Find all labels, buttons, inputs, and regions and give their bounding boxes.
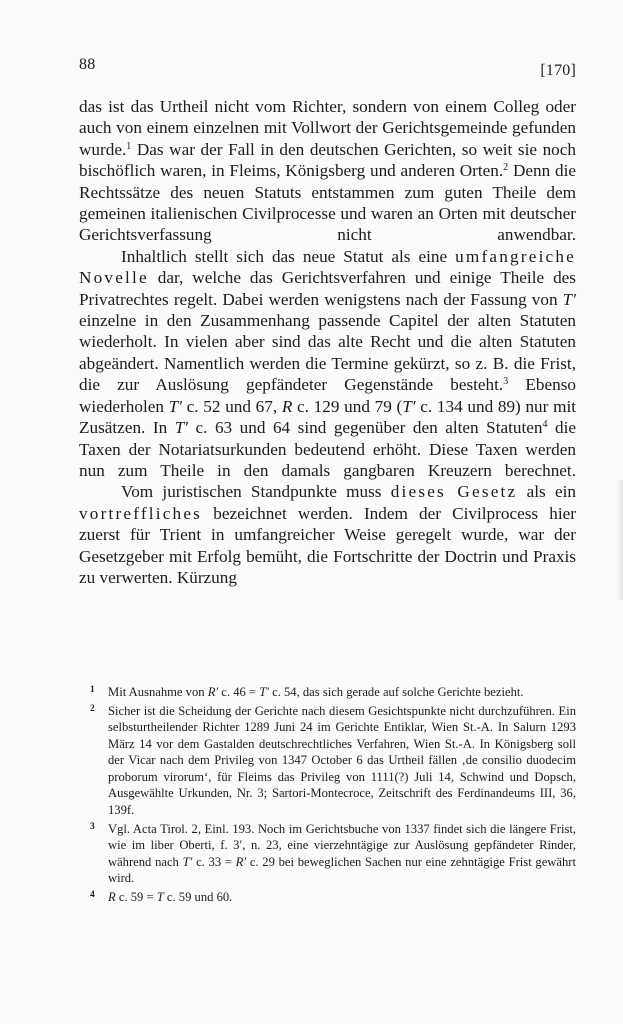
paragraph-2: Inhaltlich stellt sich das neue Statut als eine umfangreiche Novelle dar, welche das Gerichtsverfahren und einige Theile des Privatrechtes regelt. Dabei werden wenigstens nach der Fassung von T′ einzelne in den Zusammenhang passende Capitel der alten Statuten wiederholt. In vielen aber sind das alte Recht und die alten Statuten abgeändert. Namentlich werden die Termine gekürzt, so z. B. die Frist, die zur Auslösung gepfändeter Gegenstände besteht.$^3$ Ebenso wiederholen T′ c. 52 und 67, R c. 129 und 79 (T′ c. 134 und 89) nur mit Zusätzen. In T′ c. 63 und 64 sind gegenüber den alten Statuten$^4$ die Taxen der Notariatsurkunden bedeutend erhöht. Diese Taxen werden nun zum Theile in den damals gangbaren Kreuzern berechnet. — [79, 246, 577, 480]
siglum: T′ — [174, 418, 189, 438]
main-text — [79, 96, 576, 588]
paragraph-1: das ist das Urtheil nicht vom Richter, sondern von einem Colleg oder auch von einem einzelnen mit Vollwort der Gerichtsgemeinde gefunden wurde.$^1$ Das war der Fall in den deutschen Gerichten, so weit sie noch bischöflich waren, in Fleims, Königsberg und anderen Orten.$^2$ Denn die Rechtssätze des neuen Statuts entstammen zum guten Theile dem gemeinen italienischen Civilprocesse und waren an Orten mit deutscher Gerichtsverfassung nicht anwendbar. — [79, 97, 576, 245]
page-number: 88 — [79, 56, 96, 73]
footnote-1: 1 Mit Ausnahme von R′ c. 46 = T′ c. 54, das sich gerade auf solche Gerichte bezieht. — [90, 684, 576, 701]
footnote-mark: 2 — [90, 703, 95, 714]
emphasis-spaced: vortreffliches — [79, 503, 203, 523]
emphasis-spaced: umfangreiche Novelle — [79, 246, 576, 288]
footnote-4: 4 R c. 59 = T c. 59 und 60. — [90, 889, 576, 906]
footnotes — [90, 684, 576, 908]
siglum: T′ — [168, 396, 182, 416]
footnote-mark: 3 — [90, 821, 95, 832]
original-page-reference: [170] — [540, 62, 576, 79]
footnote-3: 3 Vgl. Acta Tirol. 2, Einl. 193. Noch im Gerichtsbuche von 1337 findet sich die längere Frist, wie im liber Oberti, f. 3′, n. 23, eine vierzehntägige zur Auslösung gepfändeter Rinder, während nach T′ c. 33 = R′ c. 29 bei beweglichen Sachen nur eine zehntägige Frist gewährt wird. — [90, 821, 576, 887]
footnote-mark: 1 — [90, 685, 95, 695]
footnote-ref-4: 4 — [542, 419, 548, 431]
siglum: R — [281, 396, 293, 416]
footnote-mark: 4 — [90, 890, 95, 901]
siglum: T′ — [402, 396, 416, 416]
siglum: T′ — [562, 289, 576, 309]
footnote-ref-1: 1 — [126, 140, 132, 152]
footnote-ref-2: 2 — [503, 162, 509, 174]
footnote-ref-3: 3 — [503, 376, 509, 388]
footnote-2: 2 Sicher ist die Scheidung der Gerichte nach diesem Gesichtspunkte nicht durchzuführen. Ein selbsturtheilender Richter 1289 Juni 24 im Gerichte Entiklar, Wien St.-A. In Salurn 1293 März 14 vor dem Gastalden deutschrechtliches Verfahren, Wien St.-A. In Königsberg soll der Vicar nach dem Privileg von 1347 October 6 das Urtheil fällen ‚de consilio duodecim proborum virorum‘, für Fleims das Privileg von 1111(?) Juli 14, Schwind und Dopsch, Ausgewählte Urkunden, Nr. 3; Sartori-Montecroce, Zeitschrift des Ferdinandeums III, 36, 139f. — [90, 703, 576, 819]
emphasis-spaced: dieses Gesetz — [390, 482, 518, 502]
scan-shadow — [617, 480, 623, 600]
paragraph-3: Vom juristischen Standpunkte muss dieses Gesetz als ein vortreffliches bezeichnet werden. Indem der Civilprocess hier zuerst für Trient in umfangreicher Weise geregelt wurde, war der Gesetzgeber mit Erfolg bemüht, die Fortschritte der Doctrin und Praxis zu verwerten. Kürzung — [79, 482, 576, 587]
